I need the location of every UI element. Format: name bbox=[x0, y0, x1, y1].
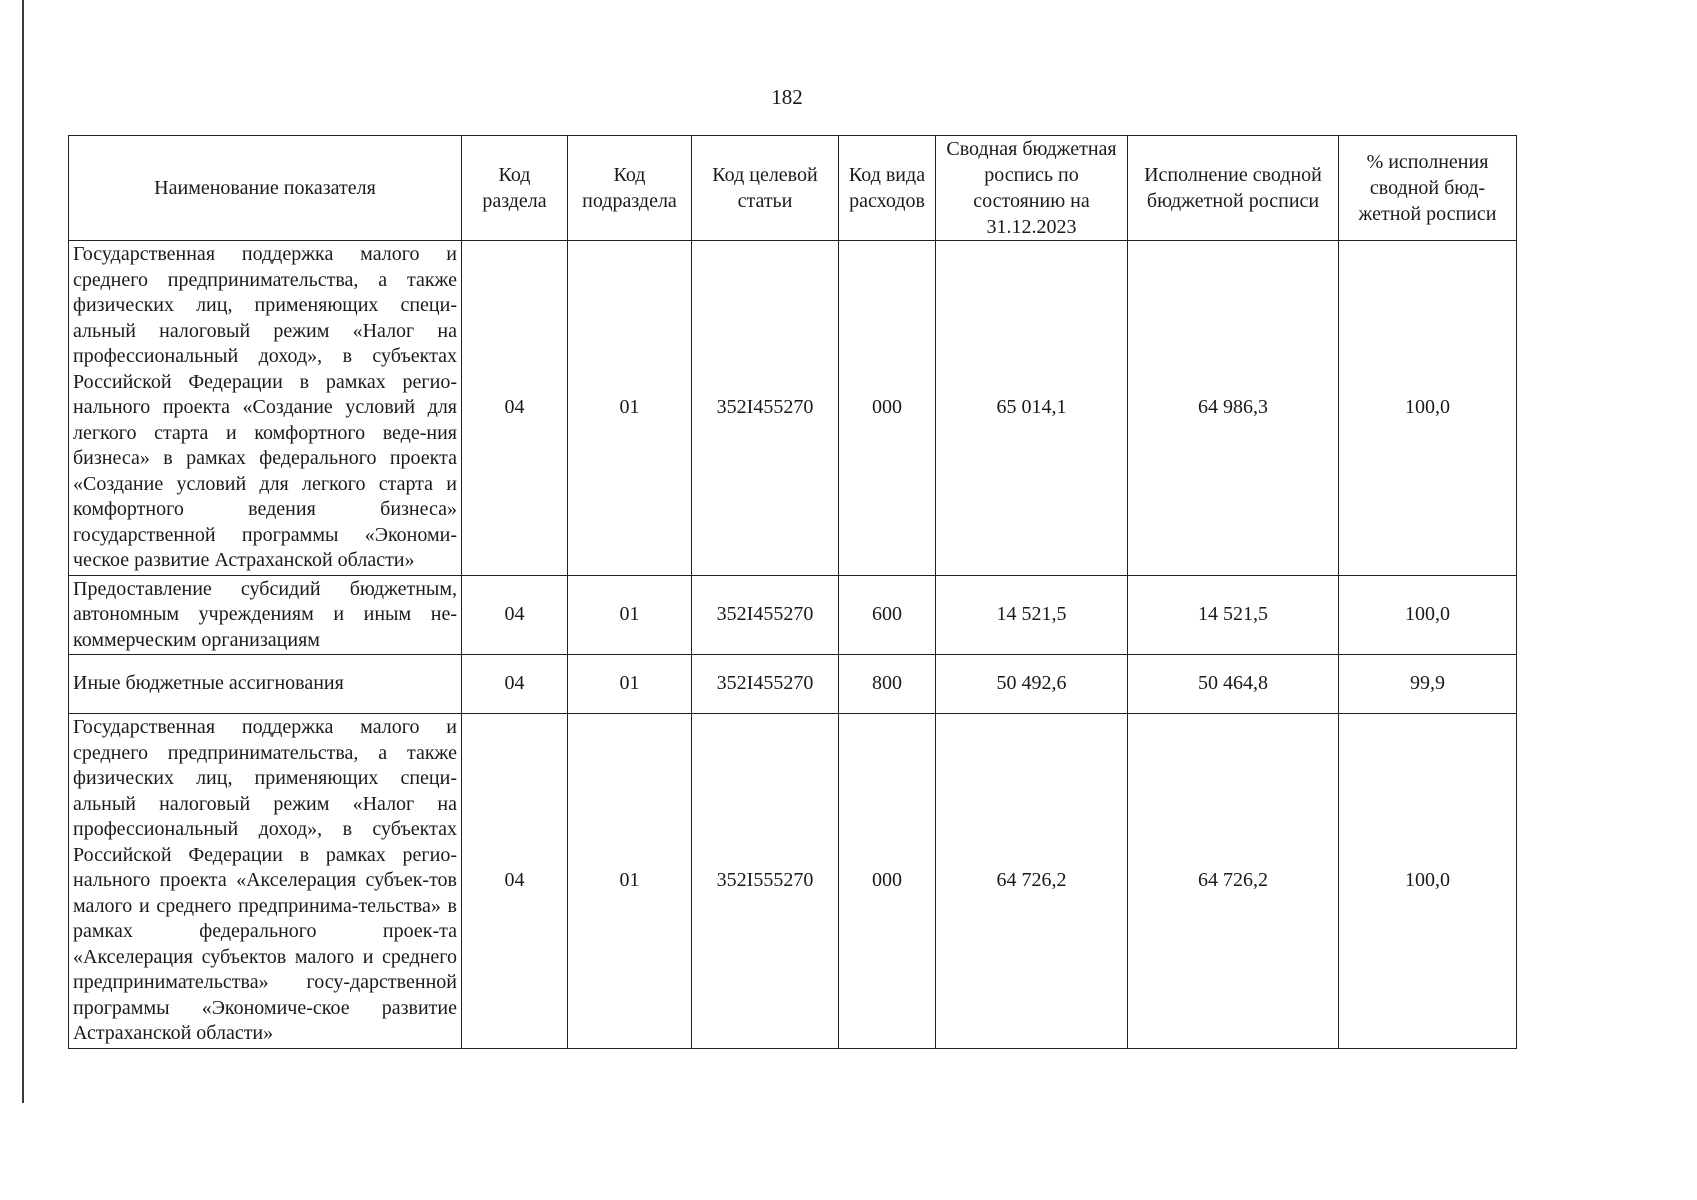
cell-budget-execution: 50 464,8 bbox=[1128, 655, 1339, 714]
header-execution-percent: % исполнения сводной бюд-жетной росписи bbox=[1339, 136, 1517, 241]
cell-budget-plan: 14 521,5 bbox=[936, 575, 1128, 655]
header-indicator-name: Наименование показателя bbox=[69, 136, 462, 241]
cell-indicator-name: Иные бюджетные ассигнования bbox=[69, 655, 462, 714]
cell-section-code: 04 bbox=[462, 714, 568, 1049]
header-budget-execution: Исполнение сводной бюджетной росписи bbox=[1128, 136, 1339, 241]
page-number: 182 bbox=[771, 85, 803, 109]
cell-target-code: 352I455270 bbox=[692, 655, 839, 714]
cell-expense-type-code: 800 bbox=[839, 655, 936, 714]
cell-budget-plan: 65 014,1 bbox=[936, 241, 1128, 576]
cell-section-code: 04 bbox=[462, 575, 568, 655]
cell-target-code: 352I555270 bbox=[692, 714, 839, 1049]
cell-budget-execution: 14 521,5 bbox=[1128, 575, 1339, 655]
cell-indicator-name: Государственная поддержка малого и среднего предпринимательства, а также физических лиц, применяющих специ-альный налоговый режим «Налог на профессиональный доход», в субъектах Российской Федерации в рамках регио-нального проекта «Создание условий для легкого старта и комфортного веде-ния бизнеса» в рамках федерального проекта «Создание условий для легкого старта и комфортного ведения бизнеса» государственной программы «Экономи-ческое развитие Астраханской области» bbox=[69, 241, 462, 576]
table-row bbox=[69, 241, 1517, 576]
cell-budget-plan: 50 492,6 bbox=[936, 655, 1128, 714]
cell-section-code: 04 bbox=[462, 655, 568, 714]
binding-margin-line bbox=[22, 0, 24, 1103]
cell-execution-percent: 99,9 bbox=[1339, 655, 1517, 714]
cell-indicator-name: Предоставление субсидий бюджетным, автономным учреждениям и иным не-коммерческим организациям bbox=[69, 575, 462, 655]
cell-indicator-name: Государственная поддержка малого и среднего предпринимательства, а также физических лиц, применяющих специ-альный налоговый режим «Налог на профессиональный доход», в субъектах Российской Федерации в рамках регио-нального проекта «Акселерация субъек-тов малого и среднего предпринима-тельства» в рамках федерального проек-та «Акселерация субъектов малого и среднего предпринимательства» госу-дарственной программы «Экономиче-ское развитие Астраханской области» bbox=[69, 714, 462, 1049]
cell-execution-percent: 100,0 bbox=[1339, 241, 1517, 576]
table-row bbox=[69, 575, 1517, 655]
cell-subsection-code: 01 bbox=[568, 241, 692, 576]
table-row bbox=[69, 655, 1517, 714]
cell-execution-percent: 100,0 bbox=[1339, 575, 1517, 655]
cell-expense-type-code: 000 bbox=[839, 241, 936, 576]
cell-budget-plan: 64 726,2 bbox=[936, 714, 1128, 1049]
cell-subsection-code: 01 bbox=[568, 655, 692, 714]
table-header-row bbox=[69, 136, 1517, 241]
cell-target-code: 352I455270 bbox=[692, 575, 839, 655]
cell-subsection-code: 01 bbox=[568, 575, 692, 655]
cell-subsection-code: 01 bbox=[568, 714, 692, 1049]
header-budget-plan: Сводная бюджетная роспись по состоянию на 31.12.2023 bbox=[936, 136, 1128, 241]
cell-budget-execution: 64 726,2 bbox=[1128, 714, 1339, 1049]
header-subsection-code: Код подраздела bbox=[568, 136, 692, 241]
header-section-code: Код раздела bbox=[462, 136, 568, 241]
cell-budget-execution: 64 986,3 bbox=[1128, 241, 1339, 576]
cell-execution-percent: 100,0 bbox=[1339, 714, 1517, 1049]
cell-section-code: 04 bbox=[462, 241, 568, 576]
table-row bbox=[69, 714, 1517, 1049]
budget-execution-table bbox=[68, 135, 1517, 1049]
cell-expense-type-code: 600 bbox=[839, 575, 936, 655]
cell-target-code: 352I455270 bbox=[692, 241, 839, 576]
header-expense-type-code: Код вида расходов bbox=[839, 136, 936, 241]
cell-expense-type-code: 000 bbox=[839, 714, 936, 1049]
header-target-code: Код целевой статьи bbox=[692, 136, 839, 241]
